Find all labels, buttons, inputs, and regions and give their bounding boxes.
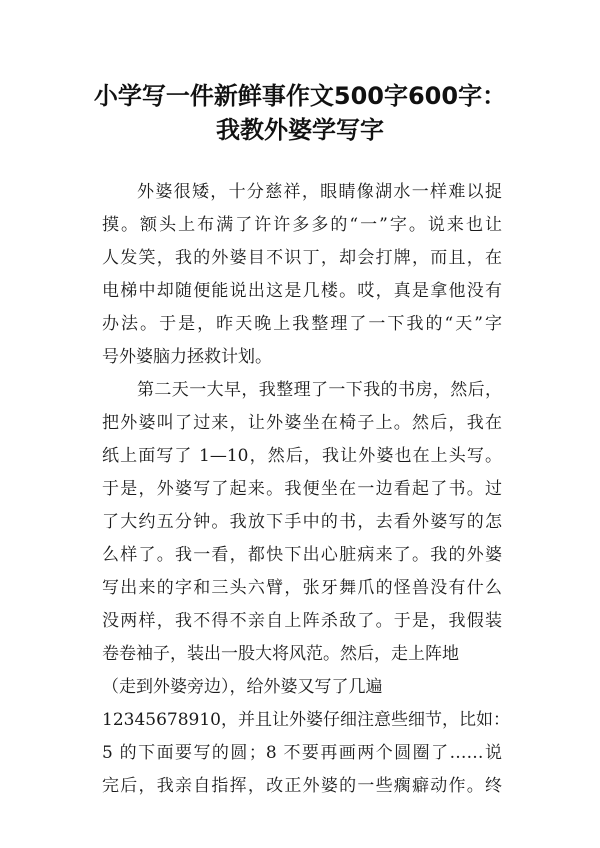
paragraph-2-line-8: 没两样，我不得不亲自上阵杀敌了。于是，我假装 [102, 611, 502, 631]
paragraph-1-line-3: 人发笑，我的外婆目不识丁，却会打牌，而且，在 [102, 248, 502, 268]
paragraph-2-line-4: 于是，外婆写了起来。我便坐在一边看起了书。过 [102, 479, 502, 499]
paragraph-2-line-2: 把外婆叫了过来，让外婆坐在椅子上。然后，我在 [102, 413, 502, 433]
paragraph-1-line-5: 办法。于是，昨天晚上我整理了一下我的“天”字 [102, 314, 502, 334]
paragraph-2-line-3: 纸上面写了 1—10，然后，我让外婆也在上头写。 [102, 446, 502, 466]
paragraph-2-line-7: 写出来的字和三头六臂，张牙舞爪的怪兽没有什么 [102, 578, 502, 598]
paragraph-2-line-11: 12345678910，并且让外婆仔细注意些细节，比如： [102, 710, 510, 730]
document-title-line-1: 小学写一件新鲜事作文500字600字： [93, 82, 507, 110]
paragraph-2-line-1: 第二天一大早，我整理了一下我的书房，然后， [137, 380, 502, 400]
paragraph-2-line-9: 卷卷袖子，装出一股大将风范。然后，走上阵地 [102, 644, 459, 664]
paragraph-2-line-6: 么样了。我一看，都快下出心脏病来了。我的外婆 [102, 545, 502, 565]
paragraph-1-line-6: 号外婆脑力拯救计划。 [102, 347, 272, 367]
document-title-line-2: 我教外婆学写字 [216, 116, 384, 144]
paragraph-1-line-1: 外婆很矮，十分慈祥，眼睛像湖水一样难以捉 [137, 182, 502, 202]
paragraph-1-line-4: 电梯中却随便能说出这是几楼。哎，真是拿他没有 [102, 281, 502, 301]
paragraph-2-line-12: 5 的下面要写的圆；8 不要再画两个圆圈了……说 [102, 743, 502, 763]
paragraph-2-line-5: 了大约五分钟。我放下手中的书，去看外婆写的怎 [102, 512, 502, 532]
paragraph-2-line-13: 完后，我亲自指挥，改正外婆的一些瘸癖动作。终 [102, 776, 502, 796]
paragraph-2-line-10: （走到外婆旁边），给外婆又写了几遍 [102, 677, 383, 697]
paragraph-1-line-2: 摸。额头上布满了许许多多的“一”字。说来也让 [102, 215, 502, 235]
